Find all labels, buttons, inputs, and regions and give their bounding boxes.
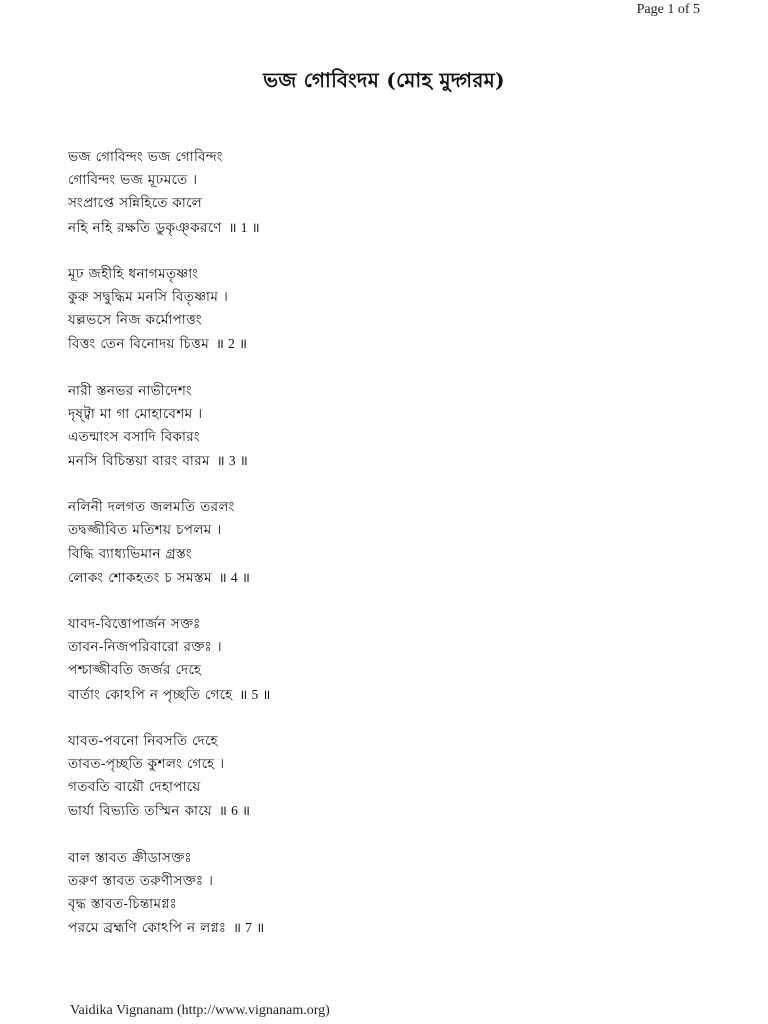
verse-line: যাবদ-বিত্তোপার্জন সক্তঃ: [68, 616, 201, 632]
footer-source: Vaidika Vignanam (http://www.vignanam.org): [70, 1003, 330, 1018]
verse-5: [68, 613, 708, 706]
verse-line: সংপ্রাপ্তে সন্নিহিতে কালে: [68, 195, 203, 212]
verse-line-text: লোকং শোকহতং চ সমস্তম: [68, 569, 212, 586]
verse-line-text: মনসি বিচিন্তয়া বারং বারম: [68, 453, 210, 470]
verse-line: কুরু সদ্বুদ্ধিম মনসি বিতৃষ্ণাম ।: [68, 288, 229, 305]
verse-line: ভজ গোবিন্দং ভজ গোবিন্দং: [68, 149, 223, 165]
verse-line-text: ভার্যা বিভ্যতি তস্মিন কায়ে: [68, 803, 213, 820]
verse-4: [68, 496, 708, 589]
verse-line: গোবিন্দং ভজ মূঢমতে ।: [68, 172, 198, 189]
verse-line-last: [68, 449, 708, 472]
verse-line: পশ্চাজ্জীবতি জর্জর দেহে: [68, 662, 202, 679]
verse-line-last: [68, 683, 708, 706]
verse-line: মূঢ জহীহি ধনাগমতৃষ্ণাং: [68, 265, 199, 282]
verse-line: যাবত-পবনো নিবসতি দেহে: [68, 732, 218, 749]
verse-3: [68, 380, 708, 473]
page-number: Page 1 of 5: [636, 2, 700, 17]
verse-line-last: [68, 332, 708, 355]
verse-number: ॥ 2 ॥: [215, 336, 248, 352]
page-title: ভজ গোবিংদম (মোহ মুদ্গরম): [263, 68, 505, 92]
verse-2: [68, 263, 708, 356]
verse-line: তরুণ স্তাবত তরুণীসক্তঃ ।: [68, 872, 214, 889]
verse-line-text: পরমে ব্রহ্মণি কো‌ঽপি ন লগ্নঃ: [68, 920, 227, 937]
verse-line: বাল স্তাবত ক্রীডাসক্তঃ: [68, 849, 192, 866]
verse-list: [68, 146, 708, 963]
verse-line-last: [68, 799, 708, 822]
verse-number: ॥ 3 ॥: [216, 453, 249, 469]
verse-line: বিদ্ধি ব্যাধ্যভিমান গ্রস্তং: [68, 545, 192, 562]
verse-7: [68, 847, 708, 940]
verse-line: তদ্বজ্জীবিত মতিশয় চপলম ।: [68, 522, 222, 539]
verse-line: তাবত-পৃচ্ছতি কুশলং গেহে ।: [68, 755, 225, 772]
verse-line: নারী স্তনভর নাভীদেশং: [68, 382, 193, 399]
verse-line: দৃষ্ট্বা মা গা মোহাবেশম ।: [68, 405, 203, 422]
verse-number: ॥ 5 ॥: [239, 686, 271, 702]
verse-line: বৃদ্ধ স্তাবত-চিন্তামগ্নঃ: [68, 895, 178, 912]
verse-line-last: [68, 566, 708, 589]
verse-1: [68, 146, 708, 239]
verse-number: ॥ 6 ॥: [218, 803, 251, 819]
verse-line: যল্লভসে নিজ কর্মোপাত্তং: [68, 312, 202, 329]
verse-line-text: বিত্তং তেন বিনোদয় চিত্তম: [68, 336, 210, 353]
verse-line-text: নহি নহি রক্ষতি ডুকৃঞ্করণে: [68, 219, 222, 236]
verse-number: ॥ 1 ॥: [228, 219, 261, 235]
verse-number: ॥ 7 ॥: [233, 920, 265, 936]
verse-line: নলিনী দলগত জলমতি তরলং: [68, 499, 235, 516]
verse-line: এতন্মাংস বসাদি বিকারং: [68, 428, 200, 445]
verse-line-text: বার্তাং কো‌ঽপি ন পৃচ্ছতি গেহে: [68, 686, 233, 703]
verse-6: [68, 730, 708, 823]
verse-line: গতবতি বায়ৌ দেহাপায়ে: [68, 779, 201, 796]
verse-line-last: [68, 216, 708, 239]
verse-line-last: [68, 916, 708, 939]
verse-line: তাবন-নিজপরিবারো রক্তঃ ।: [68, 639, 222, 656]
verse-number: ॥ 4 ॥: [218, 569, 251, 585]
